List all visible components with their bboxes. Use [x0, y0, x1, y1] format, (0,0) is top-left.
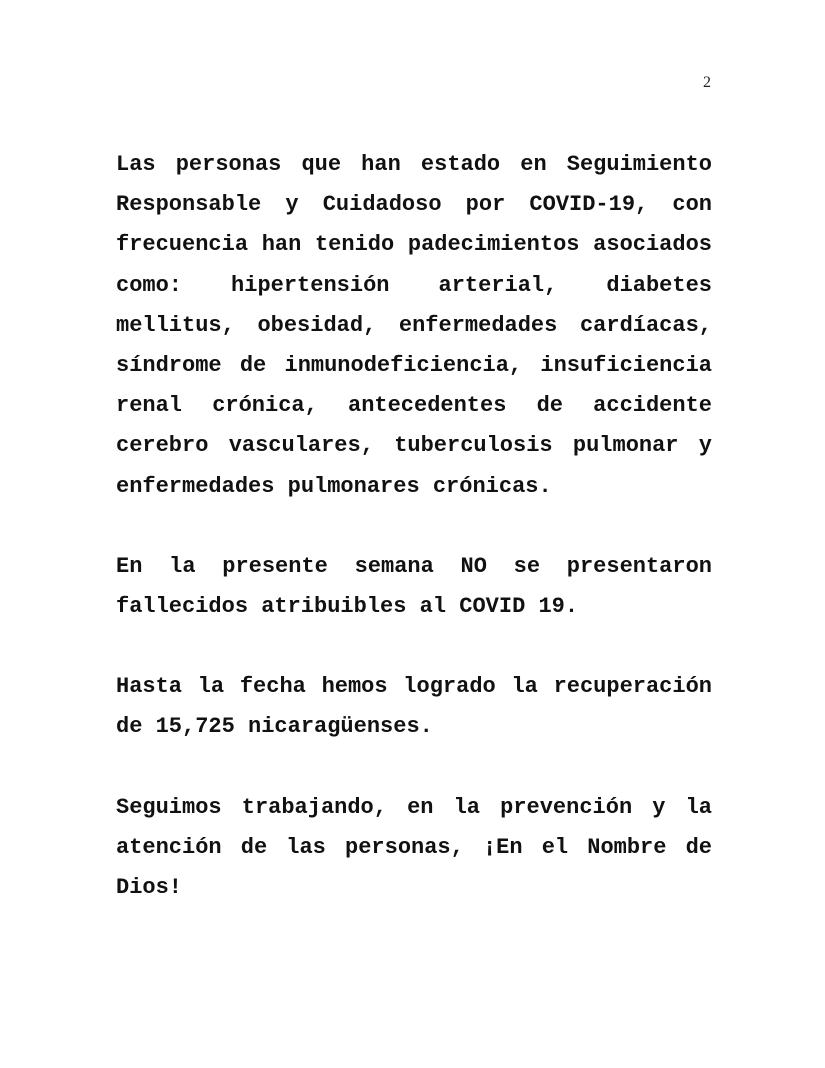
- page-number: 2: [703, 74, 711, 91]
- paragraph-closing: Seguimos trabajando, en la prevención y la atención de las personas, ¡En el Nombre de Dios!: [116, 794, 712, 901]
- paragraph-deaths: En la presente semana NO se presentaron fallecidos atribuibles al COVID 19.: [116, 553, 712, 620]
- paragraph-comorbidities: Las personas que han estado en Seguimiento Responsable y Cuidadoso por COVID-19, con frecuencia han tenido padecimientos asociados como: hipertensión arterial, diabetes mellitus, obesidad, enfermedades cardíacas, síndrome de inmunodeficiencia, insuficiencia renal crónica, antecedentes de accidente cerebro vasculares, tuberculosis pulmonar y enfermedades pulmonares crónicas.: [116, 152, 712, 499]
- paragraph-recoveries: Hasta la fecha hemos logrado la recuperación de 15,725 nicaragüenses.: [116, 674, 712, 740]
- document-body: [116, 145, 712, 948]
